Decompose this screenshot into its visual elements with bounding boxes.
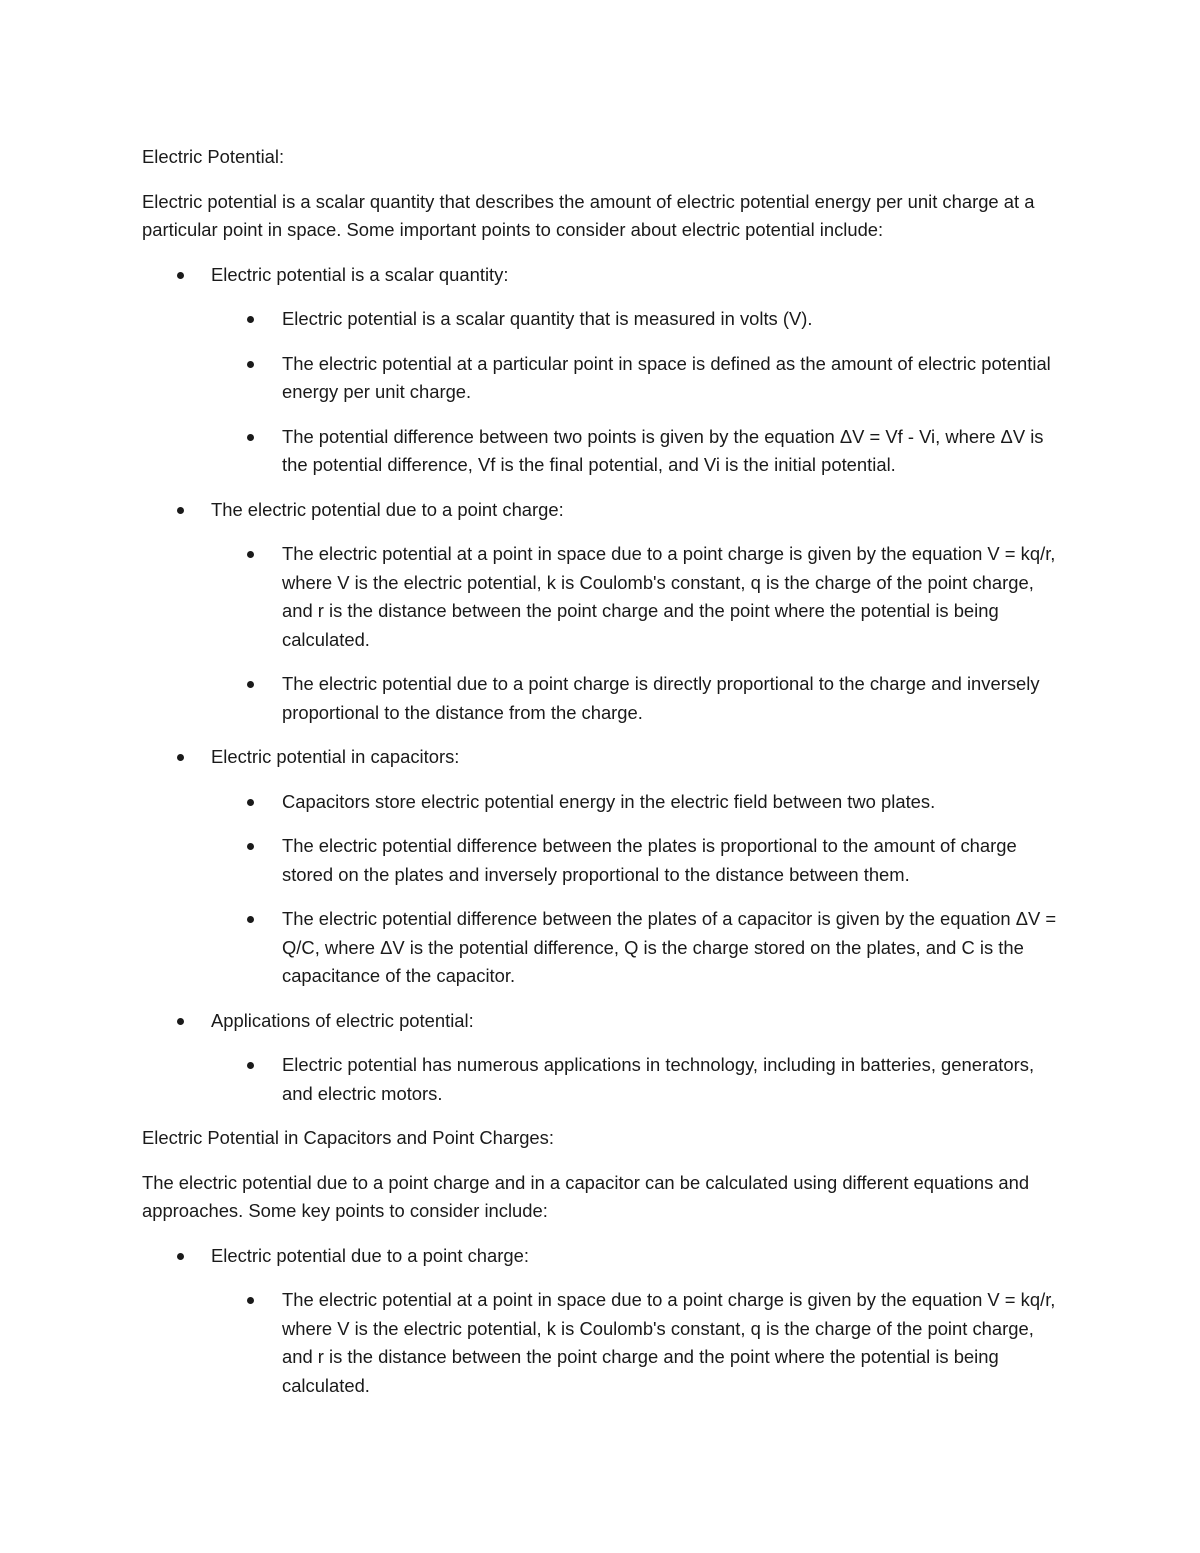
bullet-icon <box>247 799 254 806</box>
sub-bullet <box>142 832 1062 889</box>
bullet-icon <box>177 754 184 761</box>
bullet-icon <box>177 1253 184 1260</box>
section-bullet <box>142 743 1062 772</box>
section-title: The electric potential due to a point charge: <box>211 498 564 520</box>
sub-bullet-text: The potential difference between two points is given by the equation ΔV = Vf - Vi, where ΔV is the potential difference, Vf is the final potential, and Vi is the initial potential. <box>282 425 1044 475</box>
bullet-icon <box>177 272 184 279</box>
section-title: Electric potential in capacitors: <box>211 746 460 767</box>
sub-bullet <box>142 305 1062 334</box>
sub-bullet-text: The electric potential due to a point charge is directly proportional to the charge and inversely proportional to the distance from the charge. <box>282 673 1040 723</box>
bullet-icon <box>247 916 254 923</box>
section-title: Electric potential is a scalar quantity: <box>211 263 509 285</box>
bullet-icon <box>247 551 254 558</box>
sub-bullet <box>142 540 1062 654</box>
section-title: Applications of electric potential: <box>211 1009 474 1031</box>
section-bullet <box>142 261 1062 290</box>
heading-electric-potential: Electric Potential: <box>142 146 285 167</box>
sub-bullet-text: Electric potential has numerous applications in technology, including in batteries, generators, and electric motors. <box>282 1054 1035 1104</box>
section-title: Electric potential due to a point charge: <box>211 1244 529 1266</box>
bullet-icon <box>177 507 184 514</box>
sub-bullet-text: The electric potential difference between the plates is proportional to the amount of charge stored on the plates and inversely proportional to the distance between them. <box>282 835 1017 885</box>
section-bullet <box>142 1007 1062 1036</box>
sub-bullet <box>142 1286 1062 1400</box>
sub-bullet <box>142 1051 1062 1108</box>
bullet-icon <box>247 681 254 688</box>
bullet-icon <box>247 843 254 850</box>
sub-bullet <box>142 670 1062 727</box>
sub-bullet <box>142 350 1062 407</box>
sub-bullet <box>142 423 1062 480</box>
intro-paragraph: Electric potential is a scalar quantity that describes the amount of electric potential energy per unit charge at a particular point in space. Some important points to consider about electric potential include: <box>142 190 1035 240</box>
bullet-icon <box>247 1062 254 1069</box>
sub-bullet-text: The electric potential at a particular point in space is defined as the amount of electric potential energy per unit charge. <box>282 352 1051 402</box>
sub-bullet-text: The electric potential difference between the plates of a capacitor is given by the equation ΔV = Q/C, where ΔV is the potential difference, Q is the charge stored on the plates, and C is the capacitance of the capacitor. <box>282 908 1057 986</box>
sub-bullet <box>142 788 1062 817</box>
sub-bullet-text: Capacitors store electric potential energy in the electric field between two plates. <box>282 790 936 812</box>
section-bullet <box>142 496 1062 525</box>
bullet-icon <box>247 434 254 441</box>
heading-capacitors-point-charges: Electric Potential in Capacitors and Point Charges: <box>142 1127 554 1148</box>
sub-bullet <box>142 905 1062 991</box>
document-page <box>142 143 1062 1416</box>
bullet-icon <box>177 1018 184 1025</box>
sub-bullet-text: The electric potential at a point in space due to a point charge is given by the equation V = kq/r, where V is the electric potential, k is Coulomb's constant, q is the charge of the point charge, and r is the distance between the point charge and the point where the potential is being calculated. <box>282 1289 1056 1396</box>
bullet-icon <box>247 1297 254 1304</box>
sub-bullet-text: The electric potential at a point in space due to a point charge is given by the equation V = kq/r, where V is the electric potential, k is Coulomb's constant, q is the charge of the point charge, and r is the distance between the point charge and the point where the potential is being calculated. <box>282 543 1056 650</box>
bullet-icon <box>247 316 254 323</box>
bullet-icon <box>247 361 254 368</box>
section-bullet <box>142 1242 1062 1271</box>
intro-paragraph-2: The electric potential due to a point charge and in a capacitor can be calculated using different equations and approaches. Some key points to consider include: <box>142 1171 1030 1221</box>
sub-bullet-text: Electric potential is a scalar quantity that is measured in volts (V). <box>282 308 813 329</box>
